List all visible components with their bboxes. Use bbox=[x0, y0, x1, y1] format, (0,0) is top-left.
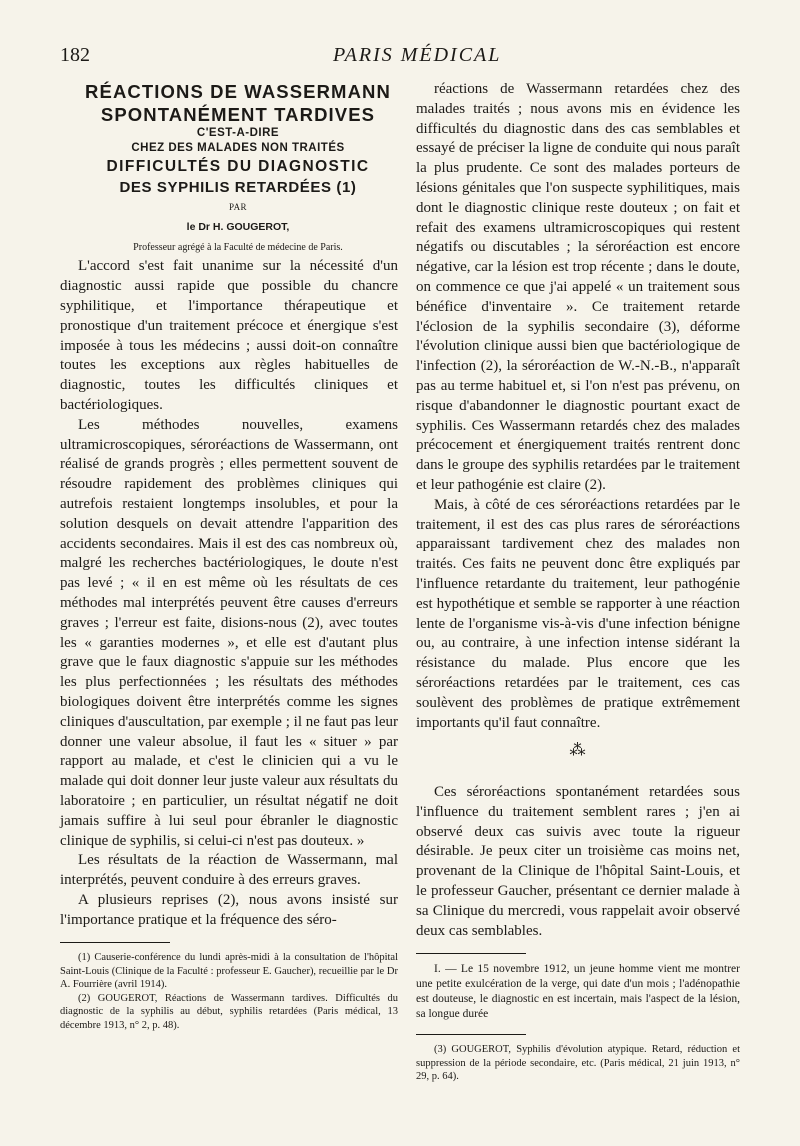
article-subtitle-line-2: CHEZ DES MALADES NON TRAITÉS bbox=[131, 142, 345, 154]
page-number: 182 bbox=[60, 44, 90, 66]
left-column bbox=[60, 80, 398, 1032]
case-observation: I. — Le 15 novembre 1912, un jeune homme vient me montrer une petite exulcération de la verge, qui date d'un mois ; l'adénopathie est douteuse, le diagnostic en est incertain, mais l'aspect de la lésion, sa longue durée bbox=[416, 963, 740, 1021]
byline-par: PAR bbox=[229, 202, 247, 212]
article-subtitle-line-1: C'EST-A-DIRE bbox=[196, 127, 280, 139]
body-paragraph: L'accord s'est fait unanime sur la nécessité d'un diagnostic aussi rapide que possible du chancre syphilitique, et l'importance thérapeutique et pronostique d'un traitement précoce et énergique s'est imposée à tous les médecins ; aussi doit-on connaître toutes les exceptions aux règles habituelles de diagnostic, toutes les difficultés cliniques et bactériologiques. bbox=[60, 258, 398, 413]
author-affiliation: Professeur agrégé à la Faculté de médecine de Paris. bbox=[133, 241, 343, 253]
right-column bbox=[416, 80, 740, 1084]
author-name: le Dr H. GOUGEROT, bbox=[186, 220, 290, 233]
body-paragraph: Les méthodes nouvelles, examens ultramicroscopiques, séroréactions de Wassermann, ont réalisé de grands progrès ; elles permettent souvent de résoudre rapidement des problèmes cliniques qui autrefois restaient longtemps insolubles, et pour la solution desquels on devait attendre l'apparition des accidents secondaires. Mais il est des cas nombreux où, malgré les recherches bactériologiques, le doute n'est pas levé ; « il en est même où les résultats de ces méthodes mal interprétés peuvent être causes d'erreurs graves ; l'erreur est faite, disions-nous (2), avec toutes les « garanties modernes », et elle est d'autant plus grave que le faux diagnostic s'appuie sur les méthodes les plus perfectionnées ; les résultats des méthodes biologiques doivent être interprétés comme les signes cliniques d'auscultation, par exemple ; il ne faut pas leur donner une valeur absolue, il faut les « situer » par rapport au malade, et c'est le clinicien qui a vu le malade qui doit donner leur juste valeur aux résultats du laboratoire ; en particulier, un résultat négatif ne doit jamais suffire à lui seul pour ébranler le diagnostic clinique de syphilis, si celui-ci n'est pas douteux. » bbox=[60, 416, 398, 849]
body-paragraph: réactions de Wassermann retardées chez des malades traités ; nous avons mis en évidence les difficultés du diagnostic dans des cas semblables et essayé de préciser la ligne de conduite qui nous paraît la plus prudente. Ce sont des malades porteurs de lésions génitales que l'on suspecte syphilitiques, mais dont le diagnostic clinique reste douteux ; on fait et refait des examens ultramicroscopiques qui restent négatifs ou discutables ; la séroréaction est encore négative, car la lésion est trop récente ; dans le doute, on commence ce que j'ai appelé « un traitement sous bénéfice d'inventaire ». Ce traitement retarde l'éclosion de la syphilis secondaire (3), déforme l'évolution clinique aussi bien que bactériologique de l'infection (2), la séroréaction de W.-N.-B., n'apparaît pas au terme habituel et, si l'on n'est pas prévenu, on risque d'abandonner le diagnostic pourtant exact de syphilis. Ces Wassermann retardés chez des malades précocement et énergiquement traités rentrent donc dans le groupe des syphilis retardées par le traitement et leur pathogénie est claire (2). bbox=[416, 81, 740, 493]
footnote-rule bbox=[416, 1034, 526, 1035]
section-rule bbox=[416, 953, 526, 954]
footnote-2: (2) GOUGEROT, Réactions de Wassermann tardives. Difficultés du diagnostic de la syphilis au début, syphilis retardées (Paris médical, 13 décembre 1913, n° 2, p. 48). bbox=[60, 992, 398, 1031]
article-title-block bbox=[60, 80, 398, 257]
footnote-1: (1) Causerie-conférence du lundi après-midi à la consultation de l'hôpital Saint-Louis (Clinique de la Faculté : professeur E. Gaucher), recueillie par le Dr A. Fourrière (avril 1914). bbox=[60, 952, 398, 991]
footnote-3: (3) GOUGEROT, Syphilis d'évolution atypique. Retard, réduction et suppression de la période secondaire, etc. (Paris médical, 21 juin 1913, n° 29, p. 64). bbox=[416, 1044, 740, 1083]
section-separator-asterism: ⁂ bbox=[569, 742, 587, 760]
body-paragraph: Ces séroréactions spontanément retardées sous l'influence du traitement semblent rares ; j'en ai observé deux cas suivis avec toute la rigueur désirable. Je peux citer un troisième cas moins net, provenant de la Clinique de l'hôpital Saint-Louis, et le professeur Gaucher, présentant ce dernier malade à sa Clinique du mercredi, vous rappelait avoir observé deux cas semblables. bbox=[416, 784, 740, 939]
article-title-line-1: RÉACTIONS DE WASSERMANN bbox=[85, 81, 391, 102]
article-subtitle2-line-1: DIFFICULTÉS DU DIAGNOSTIC bbox=[106, 158, 370, 175]
body-paragraph: Mais, à côté de ces séroréactions retardées par le traitement, il est des cas plus rares de séroréactions apparaissant tardivement chez des malades non traités. Ces faits ne peuvent donc être expliqués par l'influence retardante du traitement, leur pathogénie est hypothétique et semble se rapporter à une réaction lente de l'organisme vis-à-vis d'une infection bénigne ou, au contraire, à une infection intense sidérant la résistance du malade. Plus encore que les séroréactions retardées par le traitement, ces cas soulèvent des problèmes de pratique extrêmement importants qu'il faut connaître. bbox=[416, 496, 740, 731]
footnote-rule bbox=[60, 942, 170, 943]
article-subtitle2-line-2: DES SYPHILIS RETARDÉES (1) bbox=[119, 179, 357, 196]
body-paragraph: A plusieurs reprises (2), nous avons insisté sur l'importance pratique et la fréquence des séro- bbox=[60, 891, 398, 928]
article-title-line-2: SPONTANÉMENT TARDIVES bbox=[100, 104, 376, 125]
body-paragraph: Les résultats de la réaction de Wassermann, mal interprétés, peuvent conduire à des erreurs graves. bbox=[60, 852, 398, 889]
running-title: PARIS MÉDICAL bbox=[333, 44, 502, 66]
